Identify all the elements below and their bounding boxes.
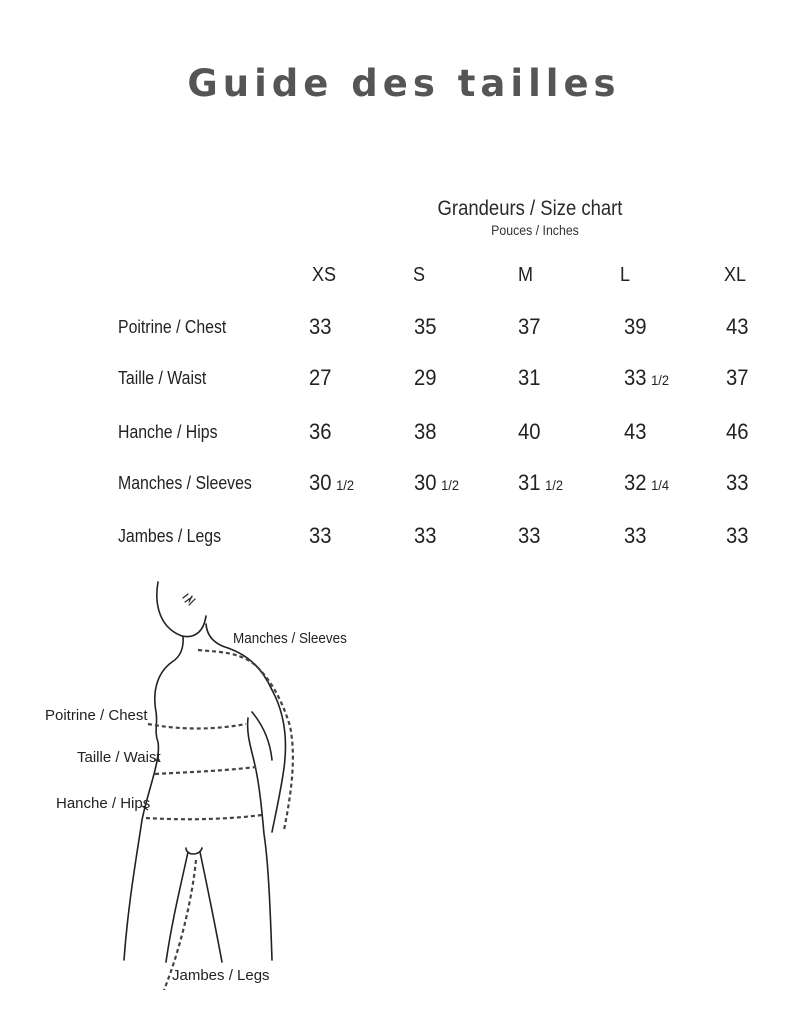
measurement-cell [309, 523, 332, 549]
measurement-cell [726, 365, 749, 391]
measurement-cell [518, 470, 563, 496]
measurement-whole: 31 [518, 365, 541, 390]
measurement-fraction: 1/4 [651, 477, 670, 493]
measurement-whole: 43 [726, 314, 749, 339]
size-header-xl: XL [724, 264, 747, 286]
measurement-whole: 30 [309, 470, 332, 495]
measurement-fraction: 1/2 [651, 372, 670, 388]
measurement-whole: 46 [726, 419, 749, 444]
row-label: Hanche / Hips [118, 422, 218, 442]
measurement-cell [414, 470, 459, 496]
hips-diagram-label: Hanche / Hips [56, 795, 151, 812]
row-label: Poitrine / Chest [118, 317, 227, 337]
measurement-cell [518, 523, 541, 549]
measurement-cell [624, 419, 647, 445]
measurement-cell [726, 470, 749, 496]
page-title: Guide des tailles [187, 62, 621, 105]
measurement-whole: 33 [726, 523, 749, 548]
measurement-whole: 33 [624, 523, 647, 548]
row-label: Manches / Sleeves [118, 473, 252, 493]
measurement-cell [726, 314, 749, 340]
size-header-m: M [518, 264, 534, 286]
chest-diagram-label: Poitrine / Chest [45, 707, 148, 724]
measurement-fraction: 1/2 [545, 477, 564, 493]
size-header-s: S [413, 264, 426, 286]
measurement-fraction: 1/2 [336, 477, 355, 493]
measurement-cell [624, 470, 669, 496]
measurement-cell [624, 365, 669, 391]
measurement-cell [624, 314, 647, 340]
measurement-whole: 39 [624, 314, 647, 339]
measurement-whole: 33 [518, 523, 541, 548]
measurement-cell [726, 523, 749, 549]
size-chart-subtitle: Pouces / Inches [491, 222, 579, 238]
measurement-cell [414, 314, 437, 340]
measurement-whole: 33 [414, 523, 437, 548]
measurement-cell [414, 365, 437, 391]
row-label: Taille / Waist [118, 368, 207, 388]
legs-diagram-label: Jambes / Legs [172, 967, 270, 984]
measurement-whole: 37 [726, 365, 749, 390]
sleeves-diagram-label: Manches / Sleeves [233, 630, 347, 648]
measurement-cell [309, 419, 332, 445]
size-chart-title: Grandeurs / Size chart [437, 197, 623, 220]
measurement-whole: 43 [624, 419, 647, 444]
waist-diagram-label: Taille / Waist [77, 749, 161, 766]
measurement-cell [414, 419, 437, 445]
measurement-whole: 33 [624, 365, 647, 390]
measurement-whole: 27 [309, 365, 332, 390]
measurement-cell [518, 314, 541, 340]
measurement-whole: 40 [518, 419, 541, 444]
size-header-l: L [620, 264, 631, 286]
measurement-cell [309, 470, 354, 496]
measurement-cell [309, 314, 332, 340]
size-header-xs: XS [312, 264, 337, 286]
measurement-whole: 29 [414, 365, 437, 390]
measurement-whole: 35 [414, 314, 437, 339]
measurement-cell [518, 419, 541, 445]
measurement-fraction: 1/2 [441, 477, 460, 493]
measurement-whole: 37 [518, 314, 541, 339]
measurement-cell [518, 365, 541, 391]
measurement-cell [624, 523, 647, 549]
body-measurement-diagram [0, 570, 400, 1000]
measurement-cell [726, 419, 749, 445]
measurement-whole: 36 [309, 419, 332, 444]
row-label: Jambes / Legs [118, 526, 222, 546]
measurement-cell [414, 523, 437, 549]
measurement-whole: 33 [309, 523, 332, 548]
measurement-whole: 30 [414, 470, 437, 495]
measurement-whole: 33 [726, 470, 749, 495]
measurement-whole: 32 [624, 470, 647, 495]
measurement-whole: 33 [309, 314, 332, 339]
measurement-whole: 38 [414, 419, 437, 444]
measurement-cell [309, 365, 332, 391]
measurement-whole: 31 [518, 470, 541, 495]
